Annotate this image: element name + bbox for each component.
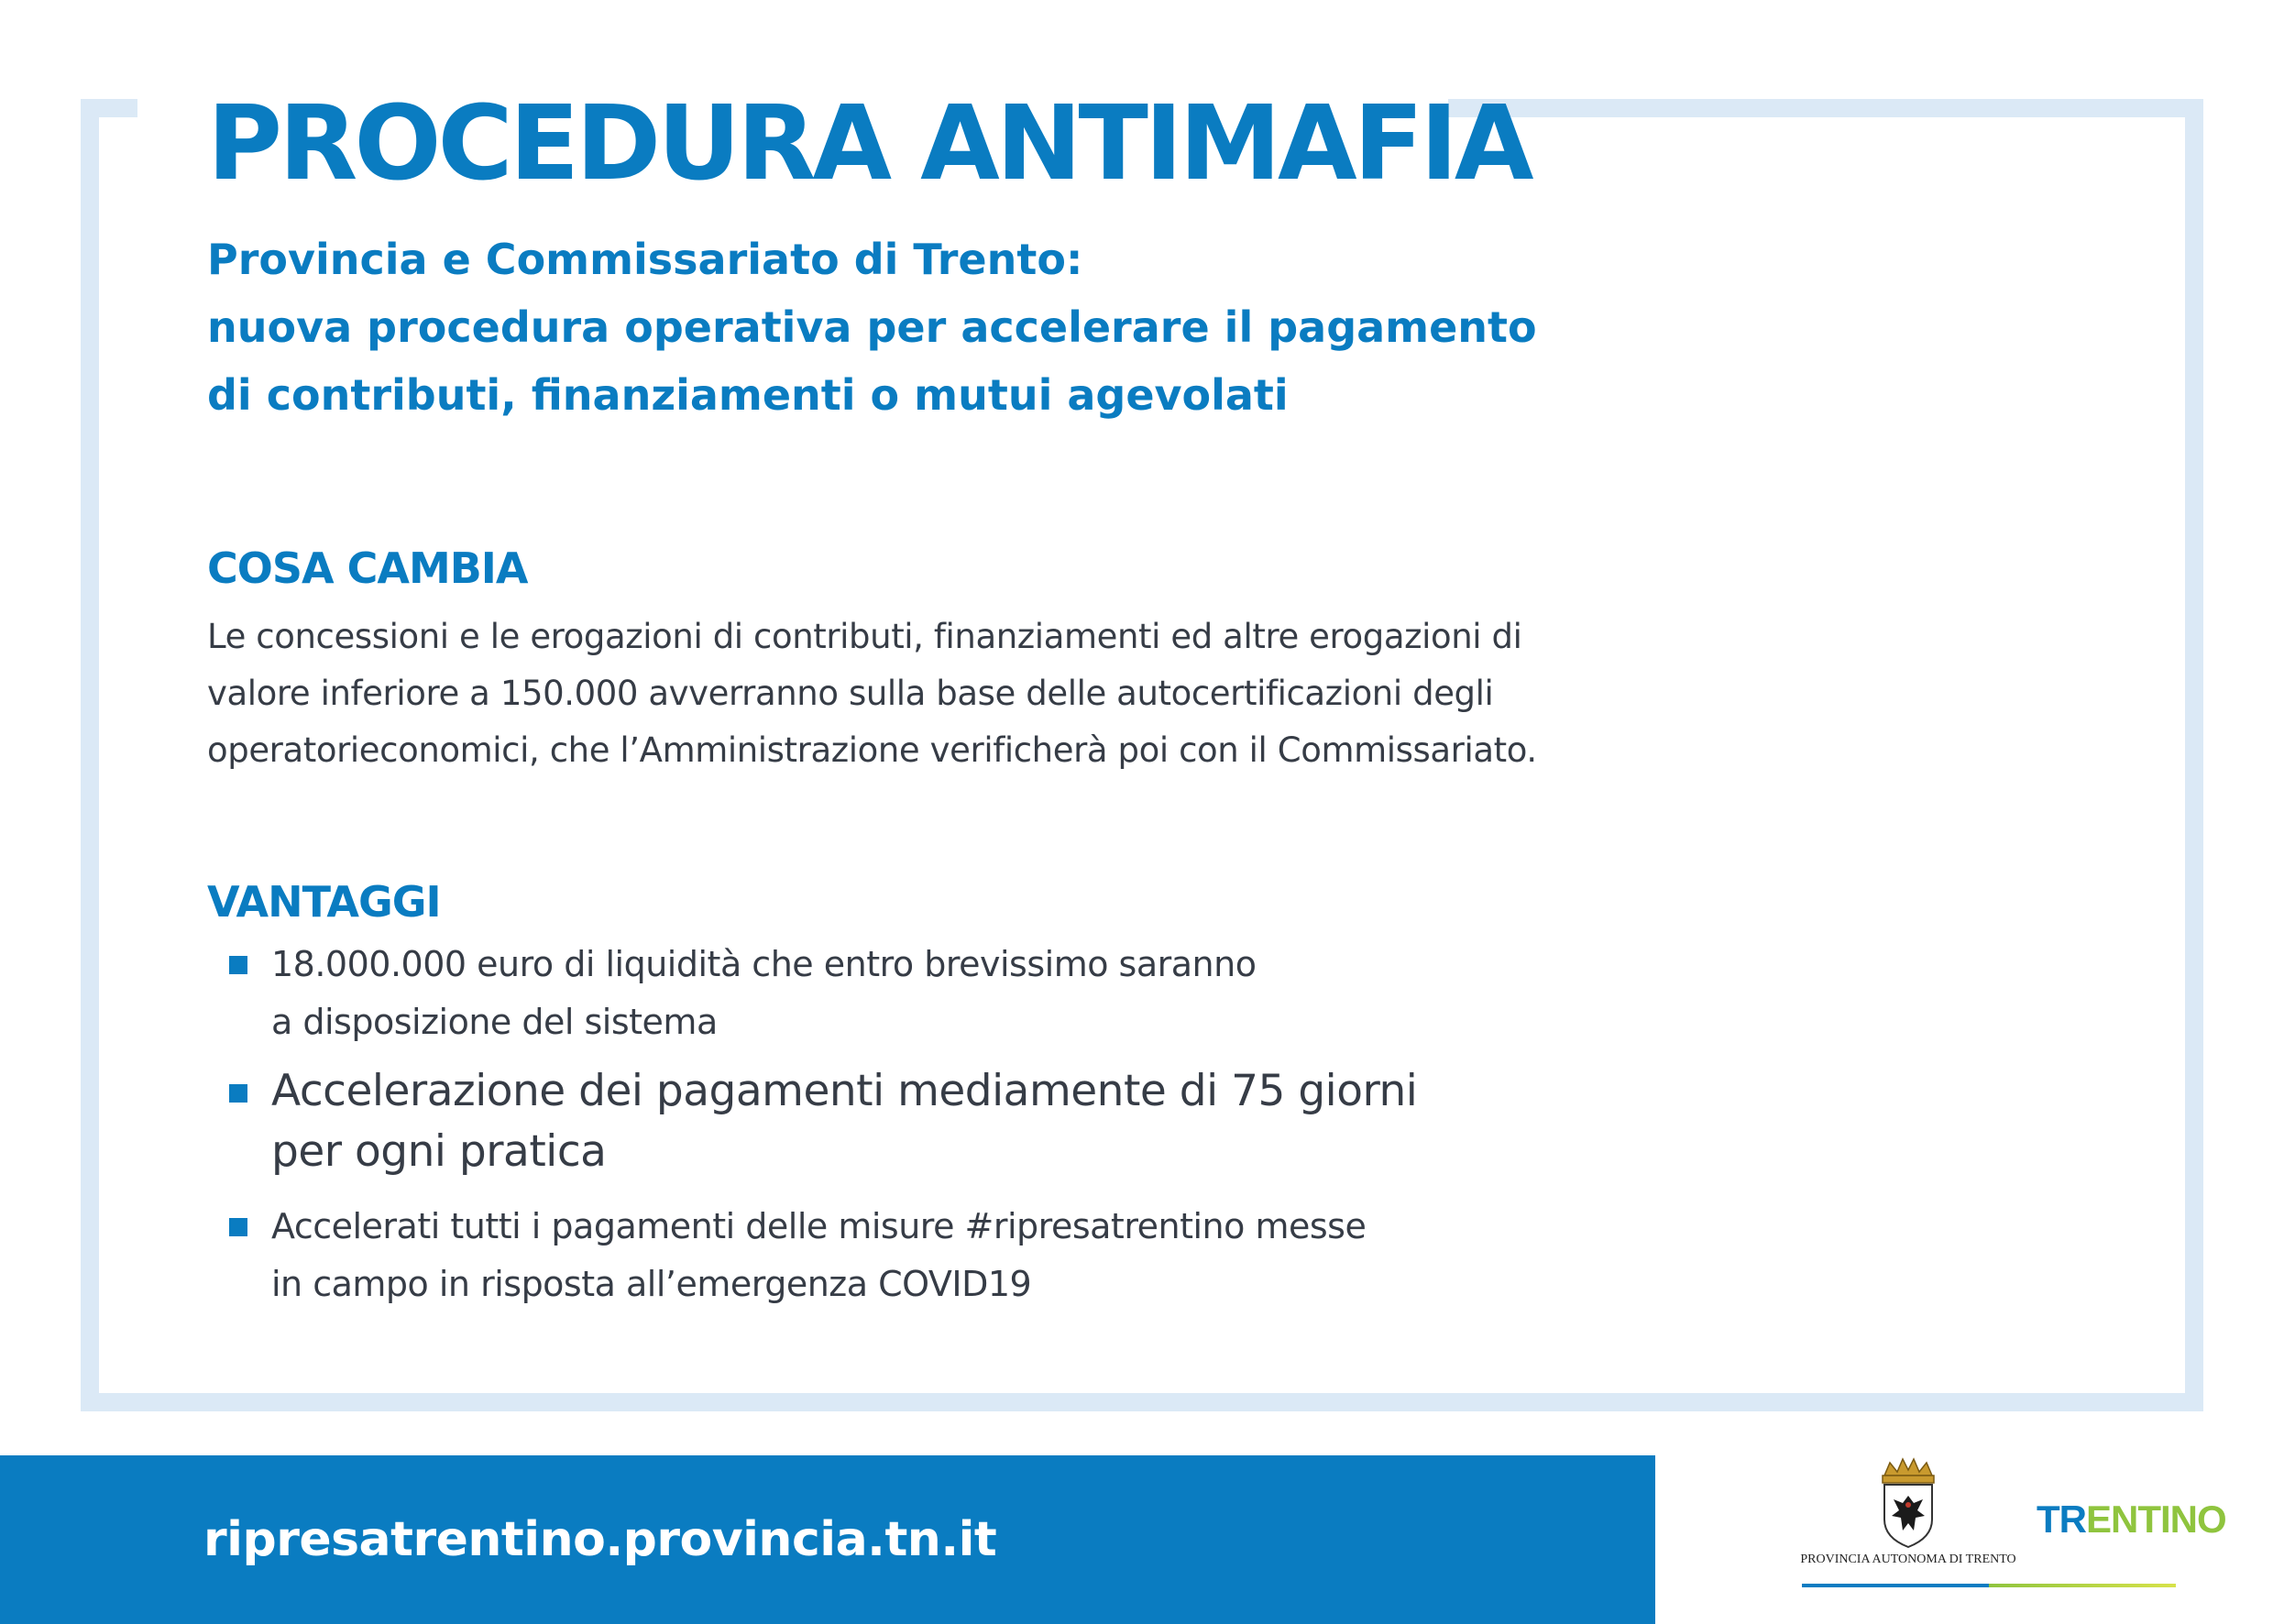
- provincia-coat-of-arms-icon: [1798, 1455, 2018, 1624]
- bullet-marker: [229, 1218, 247, 1236]
- footer-url-link[interactable]: ripresatrentino.provincia.tn.it: [203, 1512, 997, 1567]
- subtitle-line: Provincia e Commissariato di Trento:: [207, 235, 1083, 284]
- vantaggi-item-line: Accelerazione dei pagamenti mediamente di 75 giorni: [271, 1066, 1418, 1116]
- vantaggi-heading: VANTAGGI: [207, 877, 441, 927]
- paragraph-line: operatorieconomici, che l’Amministrazione verificherà poi con il Commissariato.: [207, 730, 1537, 770]
- vantaggi-item: [271, 1061, 1417, 1182]
- paragraph-line: Le concessioni e le erogazioni di contributi, finanziamenti ed altre erogazioni di: [207, 617, 1522, 656]
- trentino-logo-prefix: TR: [2037, 1498, 2086, 1541]
- trentino-logo-rest: ENTINO: [2086, 1498, 2226, 1541]
- vantaggi-item: [271, 936, 1256, 1051]
- bullet-marker: [229, 956, 247, 974]
- logo-underline: [1802, 1584, 2176, 1587]
- vantaggi-item-line: per ogni pratica: [271, 1126, 607, 1177]
- provincia-logo-text: PROVINCIA AUTONOMA DI TRENTO: [1800, 1553, 2016, 1566]
- cosa-cambia-heading: COSA CAMBIA: [207, 543, 528, 593]
- vantaggi-item-line: in campo in risposta all’emergenza COVID19: [271, 1264, 1032, 1304]
- trentino-logo: [2037, 1498, 2226, 1542]
- vantaggi-item-line: Accelerati tutti i pagamenti delle misure #ripresatrentino messe: [271, 1206, 1367, 1246]
- page-title: PROCEDURA ANTIMAFIA: [207, 84, 1531, 203]
- paragraph-line: valore inferiore a 150.000 avverranno sulla base delle autocertificazioni degli: [207, 674, 1494, 713]
- vantaggi-item: [271, 1198, 1366, 1313]
- vantaggi-item-line: 18.000.000 euro di liquidità che entro brevissimo saranno: [271, 944, 1257, 984]
- subtitle-line: nuova procedura operativa per accelerare il pagamento: [207, 302, 1537, 352]
- cosa-cambia-paragraph: [207, 609, 1537, 779]
- subtitle-line: di contributi, finanziamenti o mutui agevolati: [207, 370, 1289, 420]
- subtitle: [207, 225, 1537, 429]
- vantaggi-item-line: a disposizione del sistema: [271, 1002, 718, 1042]
- bullet-marker: [229, 1084, 247, 1103]
